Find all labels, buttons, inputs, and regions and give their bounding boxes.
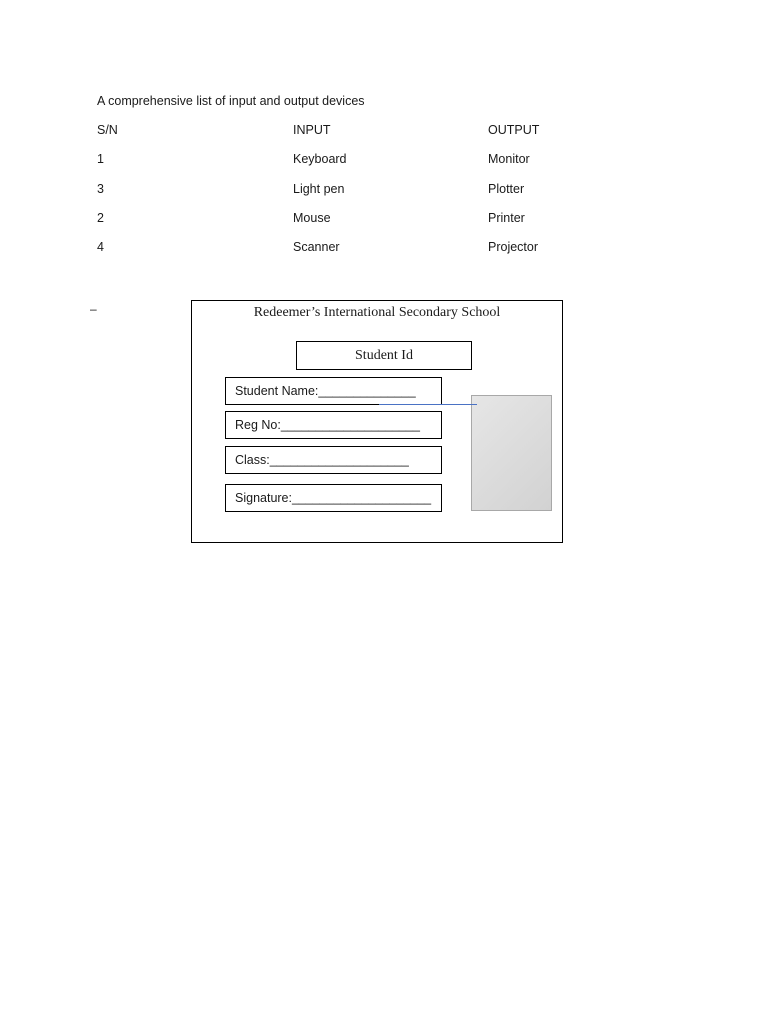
header-sn: S/N (97, 123, 118, 137)
header-input: INPUT (293, 123, 331, 137)
student-name-label: Student Name:______________ (235, 384, 416, 398)
id-title: Student Id (355, 347, 413, 363)
class-label: Class:____________________ (235, 453, 409, 467)
table-cell-sn: 3 (97, 181, 104, 196)
header-output: OUTPUT (488, 123, 540, 137)
table-cell-input: Light pen (293, 181, 345, 196)
table-cell-sn: 1 (97, 152, 104, 167)
signature-label: Signature:____________________ (235, 491, 432, 505)
student-name-field[interactable] (225, 377, 442, 405)
connector-line[interactable] (379, 404, 477, 405)
table-cell-output: Projector (488, 240, 539, 255)
table-row (97, 233, 597, 262)
table-cell-input: Keyboard (293, 152, 347, 167)
dash-mark: – (90, 302, 97, 316)
table-cell-output: Printer (488, 210, 525, 225)
table-row (97, 204, 597, 233)
photo-placeholder[interactable] (471, 395, 552, 511)
table-row (97, 175, 597, 204)
table-cell-output: Monitor (488, 152, 530, 167)
signature-field[interactable] (225, 484, 442, 512)
table-header-row (97, 116, 597, 145)
id-title-box[interactable] (296, 341, 472, 370)
device-table (97, 116, 597, 262)
table-cell-input: Mouse (293, 210, 331, 225)
school-name: Redeemer’s International Secondary School (253, 305, 501, 320)
table-cell-sn: 4 (97, 240, 104, 255)
table-cell-sn: 2 (97, 210, 104, 225)
table-cell-output: Plotter (488, 181, 525, 196)
reg-no-field[interactable] (225, 411, 442, 439)
reg-no-label: Reg No:____________________ (235, 418, 420, 432)
table-cell-input: Scanner (293, 240, 340, 255)
class-field[interactable] (225, 446, 442, 474)
student-id-card[interactable] (191, 300, 563, 543)
document-heading: A comprehensive list of input and output devices (97, 94, 365, 108)
table-row (97, 145, 597, 174)
